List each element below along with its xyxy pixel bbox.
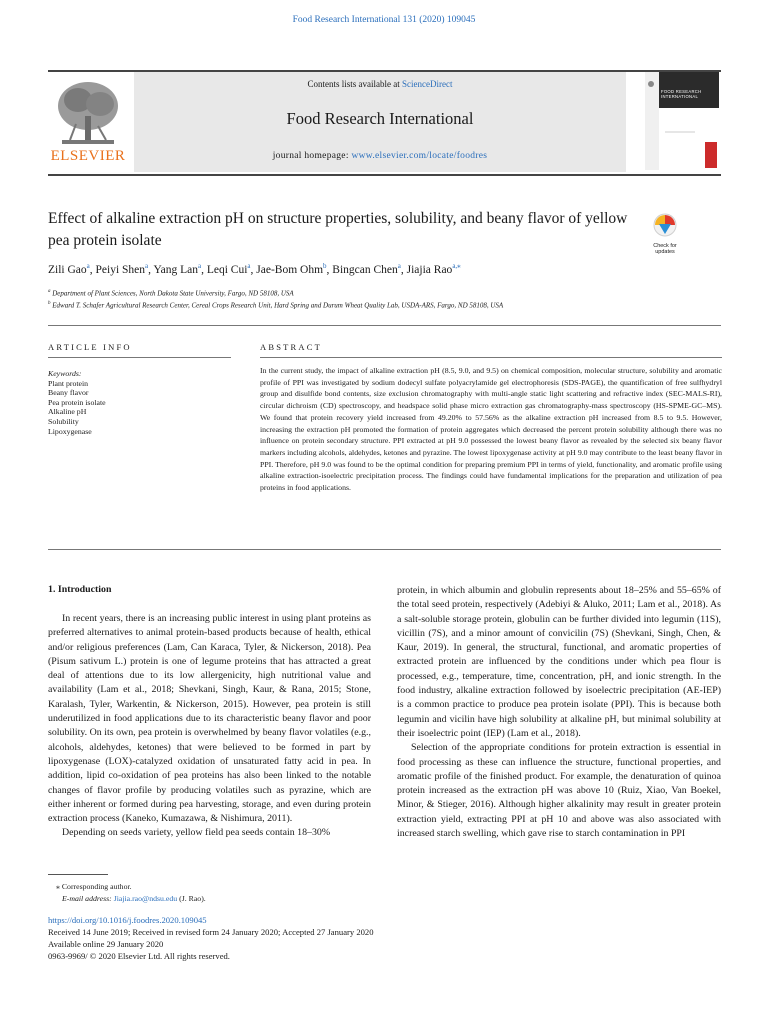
author-affil-mark: a [397,262,401,270]
author-affil-mark: a,⁎ [452,262,461,270]
cover-image-icon [645,72,719,170]
author-name: Jae-Bom Ohm [256,263,324,276]
abstract-rule [260,357,722,358]
crossmark-label [645,243,685,255]
author-affil-mark: a [197,262,202,270]
elsevier-wordmark: ELSEVIER [50,148,126,164]
cover-title-line-1: FOOD RESEARCH [661,89,702,94]
author-name: Peiyi Shen [95,263,146,276]
abstract-bottom-rule [48,549,721,550]
contents-prefix: Contents lists available at [307,79,402,89]
introduction-heading: 1. Introduction [48,584,112,595]
crossmark-icon [645,212,685,238]
journal-cover-thumbnail[interactable] [645,72,719,170]
author-affil-mark: b [323,262,327,270]
email-label: E-mail address: [62,894,114,903]
journal-homepage [134,151,626,161]
affiliation-text: Edward T. Schafer Agricultural Research Center, Cereal Crops Research Unit, Hard Spring and Durum Wheat Quality Lab, USDA-ARS, Fargo, ND 58108, USA [52,301,504,310]
intro-paragraph: Depending on seeds variety, yellow field pea seeds contain 18–30% [62,827,331,839]
author-name: Yang Lan [153,263,198,276]
crossmark-line-2: updates [655,249,675,255]
author[interactable] [153,264,201,276]
keyword-item: Beany flavor [48,388,89,398]
contents-lists [134,79,626,89]
journal-name: Food Research International [286,109,474,128]
crossmark-line-1: Check for [653,243,677,249]
affiliation-a [48,289,728,297]
elsevier-logo[interactable] [48,74,128,166]
section-divider [48,325,721,326]
cover-title [661,89,719,99]
email-note [62,894,206,903]
keyword-item: Solubility [48,416,79,426]
author-list: Zili Gao$^a$, Peiyi Shen$^a$, Yang Lan$^a$, Leqi Cui$^a$, Jae-Bom Ohm$^b$, Bingcan Chen$^a$, Jiajia Rao$^{a,⁎}$ [48,262,461,276]
keyword-item: Plant protein [48,378,89,388]
abstract-text: In the current study, the impact of alkaline extraction pH (8.5, 9.0, and 9.5) on chemical composition, molecular structure, solubility and aromatic profile of PPI was investigated by sodium dodecyl sulfate polyacrylamide gel electrophoresis (SDS-PAGE), the quantification of free sulfhydryl group and disulfide bond contents, size exclusion chromatography with multi-angle static light scattering and refractive index (SEC-MALS-RI), circular dichroism (CD) spectroscopy, and headspace solid phase micro extraction gas chromatography-mass spectroscopy (HS-SPME-GC–MS). We found that protein recovery yield increased from 49.20% to 57.56% as the alkaline extraction pH increased from 8.5 to 9.5. However, increasing the extraction pH promoted the formation of protein aggregates which decreased the percent protein solubility although there was no influence on protein secondary structure. PPI extracted at pH 9.0 possessed the lowest beany flavor as revealed by the selected six beany flavor markers including alcohols, aldehydes, ketones and pyrazine. The lowest lipoxygenase activity at pH 9.0 may contribute to the least beany flavor in PPI. Therefore, pH 9.0 was found to be the optimal condition for preparing premium PPI in terms of yield, functionality, and aromatic profile using alkaline extraction-isoelectric precipitation process. The findings could have fundamental implications for the preparation and utilization of pea proteins in food applications. [260,366,722,493]
author[interactable] [407,264,461,276]
keyword-item: Alkaline pH [48,407,87,417]
intro-paragraph: In recent years, there is an increasing public interest in using plant proteins as preferred alternatives to animal protein-based products because of health, ethical and/or religious preferences (Lam, Can Karaca, Tyler, & Nickerson, 2018). Pea (Pisum sativum L.) protein is one of legume proteins that has attracted a great deal of attentions due to its low allergenicity, high nutritional value and availability (Lam et al., 2018; Shevkani, Singh, Kaur, & Rana, 2015; Stone, Karalash, Tyler, Warkentin, & Nickerson, 2015). However, pea protein is still underutilized in food applications due to its characteristic beany flavor and poor solubility. On its own, pea protein is overwhelmed by beany flavor volatiles (e.g., alcohols, aldehydes, ketones) that were believed to be formed in part by lipoxygenase (LOX)-catalyzed oxidation of unsaturated fatty acid in pea. In addition, lipid co-oxidation of pea proteins has also been linked to the notable changes of flavor profile by producing volatiles such as pyrazine, which are either inherent or formed during pea harvesting, storage, and even during protein extraction process (Kaneko, Kumazawa, & Nishimura, 2011). [48,613,371,825]
author-name: Leqi Cui [206,263,248,276]
keywords-block [48,369,228,436]
author-name: Zili Gao [48,263,87,276]
intro-paragraph: Selection of the appropriate conditions for protein extraction is essential in food processing as these can influence the structure, functional properties, and aromatic profile of the finished product. For example, the denaturation of quinoa protein increased as the extraction pH was above 10 (Ruiz, Xiao, Van Boekel, Minor, & Stieger, 2016). Although higher alkalinity may result in greater protein extraction yield, extracting PPI at pH 10 and above was also associated with increased starch swelling, which gave rise to starch contamination in PPI [397,742,721,840]
cover-title-line-2: INTERNATIONAL [661,94,699,99]
abstract-heading: ABSTRACT [260,342,322,352]
email-link[interactable]: Jiajia.rao@ndsu.edu [113,894,178,903]
author-affil-mark: a [145,262,149,270]
author[interactable] [48,264,90,276]
doi-link[interactable]: https://doi.org/10.1016/j.foodres.2020.109045 [48,915,207,925]
affiliation-text: Department of Plant Sciences, North Dakota State University, Fargo, ND 58108, USA [52,289,294,298]
article-info-heading: ARTICLE INFO [48,342,132,352]
intro-left-column [48,612,371,841]
intro-paragraph: protein, in which albumin and globulin represents about 18–25% and 55–65% of the total seed protein, respectively (Adebiyi & Aluko, 2011; Lam et al., 2018). As a salt-soluble storage protein, globulin can be further divided into legumin (11S), vicillin (7S), and a minor amount of convicilin (7S) (Shevkani, Singh, Chen, & Kaur, 2019). In general, the structural, functional, and aromatic properties of extracted protein are influenced by the conditions under which pea flour is processed, e.g., temperature, time, concentration, pH, and ionic strength. In the food industry, alkaline extraction followed by isoelectric precipitation (AE-IEP) is a common practice to produce pea protein isolate (PPI). This is because both legumin and vicilin have high solubility at alkaline pH, but minimal solubility at their isoelectric point (IEP) (Lam et al., 2018). [397,585,721,739]
available-online: Available online 29 January 2020 [48,939,164,949]
masthead-bottom-rule [48,174,721,176]
footnote-rule [48,874,108,875]
affiliation-mark: b [48,301,51,306]
homepage-label: journal homepage: [272,151,352,161]
corresponding-author-note: ⁎ Corresponding author. [56,882,132,891]
author[interactable] [207,264,251,276]
sciencedirect-link[interactable]: ScienceDirect [402,79,453,89]
email-suffix: (J. Rao). [177,894,206,903]
intro-right-column [397,584,721,841]
author[interactable] [96,264,149,276]
publication-info [48,914,374,962]
keyword-item: Pea protein isolate [48,397,106,407]
keyword-item: Lipoxygenase [48,426,92,436]
article-info-rule [48,357,231,358]
author[interactable] [256,264,326,276]
author-name: Jiajia Rao [406,263,453,276]
journal-citation[interactable]: Food Research International 131 (2020) 109045 [292,15,476,25]
check-for-updates-badge[interactable] [645,212,685,258]
homepage-link[interactable]: www.elsevier.com/locate/foodres [351,151,488,161]
article-title: Effect of alkaline extraction pH on structure properties, solubility, and beany flavor of yellow pea protein isolate [48,210,628,249]
received-dates: Received 14 June 2019; Received in revised form 24 January 2020; Accepted 27 January 2020 [48,927,374,937]
author-name: Bingcan Chen [332,263,398,276]
affiliation-mark: a [48,289,51,294]
affiliation-b [48,301,728,309]
author[interactable] [332,264,401,276]
keywords-label: Keywords: [48,369,82,378]
copyright: 0963-9969/ © 2020 Elsevier Ltd. All rights reserved. [48,951,230,961]
author-affil-mark: a [247,262,251,270]
author-affil-mark: a [86,262,90,270]
